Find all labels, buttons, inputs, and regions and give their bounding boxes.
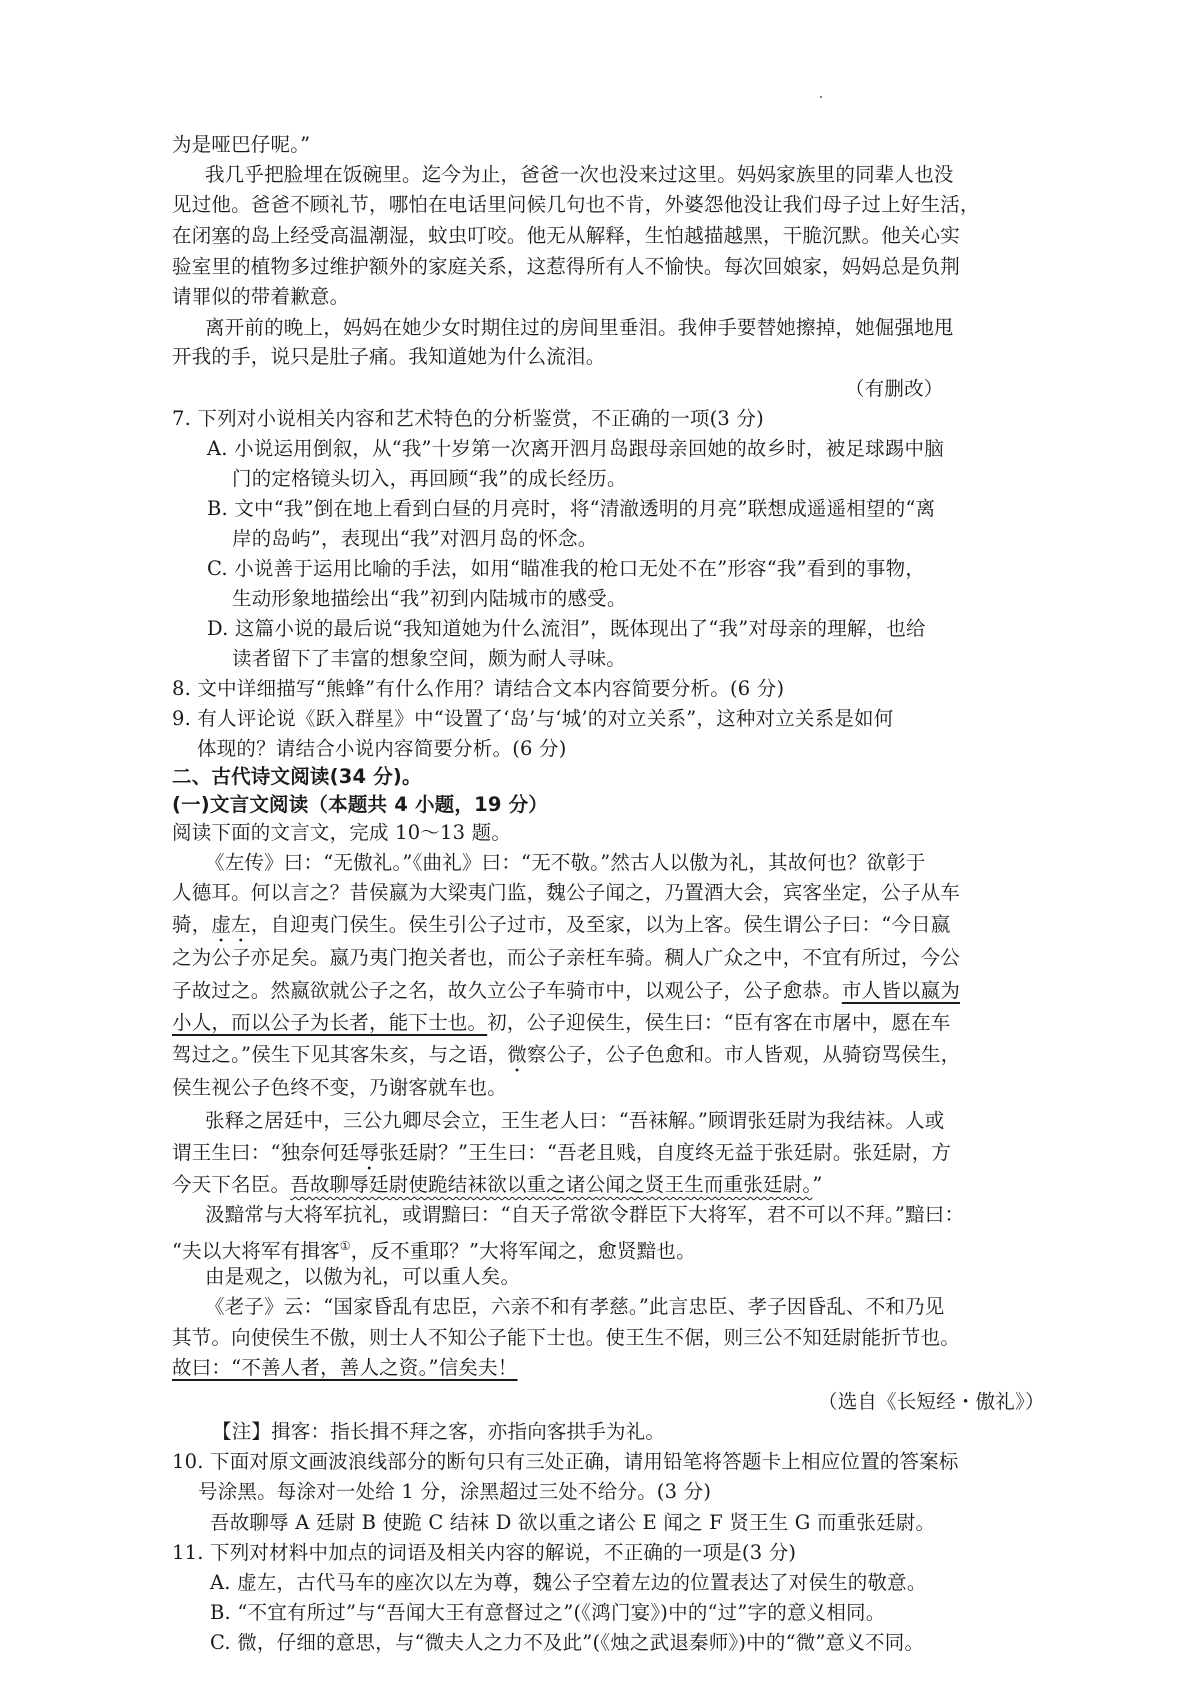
- story-line: 见过他。爸爸不顾礼节，哪怕在电话里问候几句也不肯，外婆怨他没让我们母子过上好生活，: [172, 193, 980, 216]
- passage-text: ，自迎夷门侯生。侯生引公子过市，及至家，以为上客。侯生谓公子曰：“今日嬴: [250, 913, 951, 936]
- story-line: 验室里的植物多过维护额外的家庭关系，这惹得所有人不愉快。每次回娘家，妈妈总是负荆: [172, 255, 961, 278]
- story-line: 为是哑巴仔呢。”: [172, 133, 311, 156]
- question-8: 8. 文中详细描写“熊蜂”有什么作用？请结合文本内容简要分析。(6 分): [172, 677, 785, 700]
- passage-line: [172, 976, 960, 1006]
- option-a-cont: 门的定格镜头切入，再回顾“我”的成长经历。: [232, 467, 627, 490]
- option-c: C. 微，仔细的意思，与“微夫人之力不及此”(《烛之武退秦师》)中的“微”意义不同。: [210, 1631, 925, 1654]
- passage-text: ，反不重耶？”大将军闻之，愈贤黯也。: [350, 1239, 696, 1263]
- option-d-cont: 读者留下了丰富的想象空间，颇为耐人寻味。: [232, 647, 627, 670]
- passage-text: 今天下名臣。: [172, 1173, 291, 1196]
- source-citation: （选自《长短经・傲礼》）: [818, 1390, 1045, 1413]
- story-line: 我几乎把脸埋在饭碗里。迄今为止，爸爸一次也没来过这里。妈妈家族里的同辈人也没: [205, 163, 954, 186]
- passage-line: 人德耳。何以言之？昔侯嬴为大梁夷门监，魏公子闻之，乃置酒大会，宾客坐定，公子从车: [172, 881, 961, 904]
- passage-text: 张廷尉？”王生曰：“吾老且贱，自度终无益于张廷尉。张廷尉，方: [379, 1141, 952, 1164]
- passage-line: 侯生视公子色终不变，乃谢客就车也。: [172, 1076, 507, 1099]
- underlined-sentence: 故曰：“不善人者，善人之资。”信矣夫！: [172, 1356, 518, 1379]
- story-line: 请罪似的带着歉意。: [172, 285, 350, 308]
- passage-line: 其节。向使侯生不傲，则士人不知公子能下士也。使王生不倨，则三公不知廷尉能折节也。: [172, 1326, 961, 1349]
- option-b: B. 文中“我”倒在地上看到白昼的月亮时，将“清澈透明的月亮”联想成遥遥相望的“离: [207, 497, 936, 520]
- story-line: 在闭塞的岛上经受高温潮湿，蚊虫叮咬。他无从解释，生怕越描越黑，干脆沉默。他关心实: [172, 224, 961, 247]
- question-9-cont: 体现的？请结合小说内容简要分析。(6 分): [197, 737, 567, 760]
- passage-line: 之为公子亦足矣。嬴乃夷门抱关者也，而公子亲枉车骑。稠人广众之中，不宜有所过，今公: [172, 946, 961, 969]
- passage-line: [172, 1040, 960, 1077]
- question-11-stem: 11. 下列对材料中加点的词语及相关内容的解说，不正确的一项是(3 分): [172, 1541, 797, 1564]
- passage-line: 汲黯常与大将军抗礼，或谓黯曰：“自天子常欲令群臣下大将军，君不可以不拜。”黯曰：: [205, 1203, 965, 1226]
- passage-text: 察公子，公子色愈和。市人皆观，从骑窃骂侯生，: [527, 1043, 961, 1066]
- dotted-term: 微: [507, 1043, 528, 1066]
- question-10-cont: 号涂黑。每涂对一处给 1 分，涂黑超过三处不给分。(3 分): [198, 1480, 712, 1503]
- passage-line: [172, 1008, 950, 1038]
- passage-text: 驾过之。”侯生下见其客朱亥，与之语，: [172, 1043, 508, 1066]
- reading-instruction: 阅读下面的文言文，完成 10～13 题。: [172, 821, 512, 844]
- passage-text: 骑，: [172, 913, 212, 936]
- wavy-underlined-sentence: 吾故聊辱廷尉使跪结袜欲以重之诸公闻之贤王生而重张廷尉。: [290, 1173, 813, 1196]
- scan-speck: [820, 96, 822, 98]
- option-c-cont: 生动形象地描绘出“我”初到内陆城市的感受。: [232, 587, 627, 610]
- option-a: A. 小说运用倒叙，从“我”十岁第一次离开泗月岛跟母亲回她的故乡时，被足球踢中脑: [207, 437, 944, 460]
- story-line: 离开前的晚上，妈妈在她少女时期住过的房间里垂泪。我伸手要替她擦掉，她倔强地甩: [205, 316, 954, 339]
- option-b-cont: 岸的岛屿”，表现出“我”对泗月岛的怀念。: [232, 527, 598, 550]
- dotted-term: 辱: [359, 1141, 380, 1164]
- subsection-heading: (一)文言文阅读（本题共 4 小题，19 分）: [172, 793, 548, 816]
- underlined-sentence: 市人皆以嬴为: [841, 979, 961, 1002]
- passage-line: 《老子》云：“国家昏乱有忠臣，六亲不和有孝慈。”此言忠臣、孝子因昏乱、不和乃见: [205, 1295, 945, 1318]
- dotted-term: 虚左: [211, 913, 251, 936]
- passage-text: 谓王生曰：“独奈何廷: [172, 1141, 360, 1164]
- footnote-marker: ①: [339, 1239, 351, 1253]
- underlined-sentence: 小人，而以公子为长者，能下士也。: [172, 1011, 488, 1034]
- question-10-options: 吾故聊辱 A 廷尉 B 使跪 C 结袜 D 欲以重之诸公 E 闻之 F 贤王生 G 而重张廷尉。: [210, 1511, 936, 1534]
- question-10-stem: 10. 下面对原文画波浪线部分的断句只有三处正确，请用铅笔将答题卡上相应位置的答案标: [172, 1450, 959, 1473]
- question-9: 9. 有人评论说《跃入群星》中“设置了‘岛’与‘城’的对立关系”，这种对立关系是如何: [172, 707, 894, 730]
- passage-text: 子故过之。然嬴欲就公子之名，故久立公子车骑市中，以观公子，公子愈恭。: [172, 979, 842, 1002]
- option-d: D. 这篇小说的最后说“我知道她为什么流泪”，既体现出了“我”对母亲的理解，也给: [207, 617, 926, 640]
- passage-line: 张释之居廷中，三公九卿尽会立，王生老人曰：“吾袜解。”顾谓张廷尉为我结袜。人或: [205, 1109, 945, 1132]
- passage-text: ”: [812, 1173, 823, 1196]
- passage-text: “夫以大将军有揖客: [172, 1239, 340, 1263]
- footnote: 【注】揖客：指长揖不拜之客，亦指向客拱手为礼。: [212, 1420, 666, 1443]
- abridged-note: （有删改）: [845, 377, 944, 400]
- passage-text: 初，公子迎侯生，侯生曰：“臣有客在市屠中，愿在车: [487, 1011, 951, 1034]
- passage-line: 《左传》曰：“无傲礼。”《曲礼》曰：“无不敬。”然古人以傲为礼，其故何也？欲彰于: [205, 851, 926, 874]
- option-a: A. 虚左，古代马车的座次以左为尊，魏公子空着左边的位置表达了对侯生的敬意。: [210, 1571, 927, 1594]
- story-line: 开我的手，说只是肚子痛。我知道她为什么流泪。: [172, 345, 606, 368]
- option-b: B. “不宜有所过”与“吾闻大王有意督过之”(《鸿门宴》)中的“过”字的意义相同。: [210, 1601, 886, 1624]
- passage-line: 由是观之，以傲为礼，可以重人矣。: [205, 1265, 521, 1288]
- passage-line: [172, 910, 950, 947]
- section-heading: 二、古代诗文阅读(34 分)。: [172, 765, 422, 788]
- option-c: C. 小说善于运用比喻的手法，如用“瞄准我的枪口无处不在”形容“我”看到的事物，: [207, 557, 925, 580]
- question-7-stem: 7. 下列对小说相关内容和艺术特色的分析鉴赏，不正确的一项(3 分): [172, 407, 764, 430]
- passage-line: [172, 1170, 823, 1200]
